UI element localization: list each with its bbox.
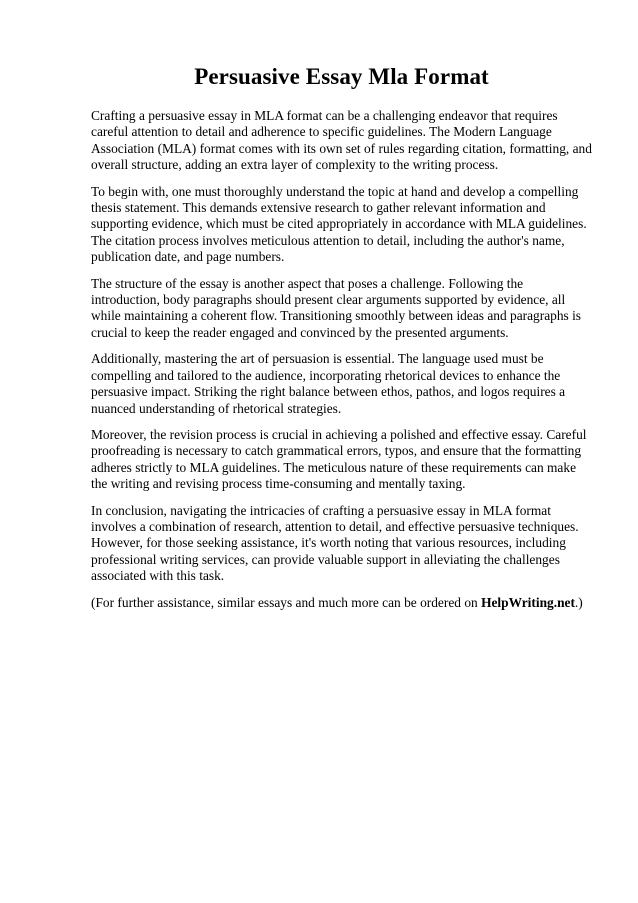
document-title: Persuasive Essay Mla Format [194, 64, 489, 89]
paragraph-thesis: To begin with, one must thoroughly understand the topic at hand and develop a compelling thesis statement. This demands extensive research to gather relevant information and supporting evidence, which must be cited appropriately in accordance with MLA guidelines. The citation process involves meticulous attention to detail, including the author's name, publication date, and page numbers. [91, 183, 587, 265]
paragraph-persuasion: Additionally, mastering the art of persuasion is essential. The language used must be compelling and tailored to the audience, incorporating rhetorical devices to enhance the persuasive impact. Striking the right balance between ethos, pathos, and logos requires a nuanced understanding of rhetorical strategies. [91, 351, 566, 416]
closing-note [91, 595, 592, 611]
paragraph-conclusion: In conclusion, navigating the intricacies of crafting a persuasive essay in MLA format involves a combination of research, attention to detail, and effective persuasive techniques. However, for those seeking assistance, it's worth noting that various resources, including professional writing services, can provide valuable support in alleviating the challenges associated with this task. [91, 502, 579, 584]
paragraph-structure: The structure of the essay is another aspect that poses a challenge. Following the introduction, body paragraphs should present clear arguments supported by evidence, all while maintaining a coherent flow. Transitioning smoothly between ideas and paragraphs is crucial to keep the reader engaged and convinced by the presented arguments. [91, 275, 582, 340]
paragraph-revision: Moreover, the revision process is crucial in achieving a polished and effective essay. Careful proofreading is necessary to catch grammatical errors, typos, and ensure that the formatting adheres strictly to MLA guidelines. The meticulous nature of these requirements can make the writing and revising process time-consuming and mentally taxing. [91, 426, 587, 492]
closing-prefix: (For further assistance, similar essays and much more can be ordered on [91, 594, 482, 610]
brand-link[interactable]: HelpWriting.net [481, 594, 575, 610]
paragraph-intro: Crafting a persuasive essay in MLA format can be a challenging endeavor that requires careful attention to detail and adherence to specific guidelines. The Modern Language Association (MLA) format comes with its own set of rules regarding citation, formatting, and overall structure, adding an extra layer of complexity to the writing process. [91, 108, 592, 173]
closing-suffix: .) [574, 594, 583, 610]
